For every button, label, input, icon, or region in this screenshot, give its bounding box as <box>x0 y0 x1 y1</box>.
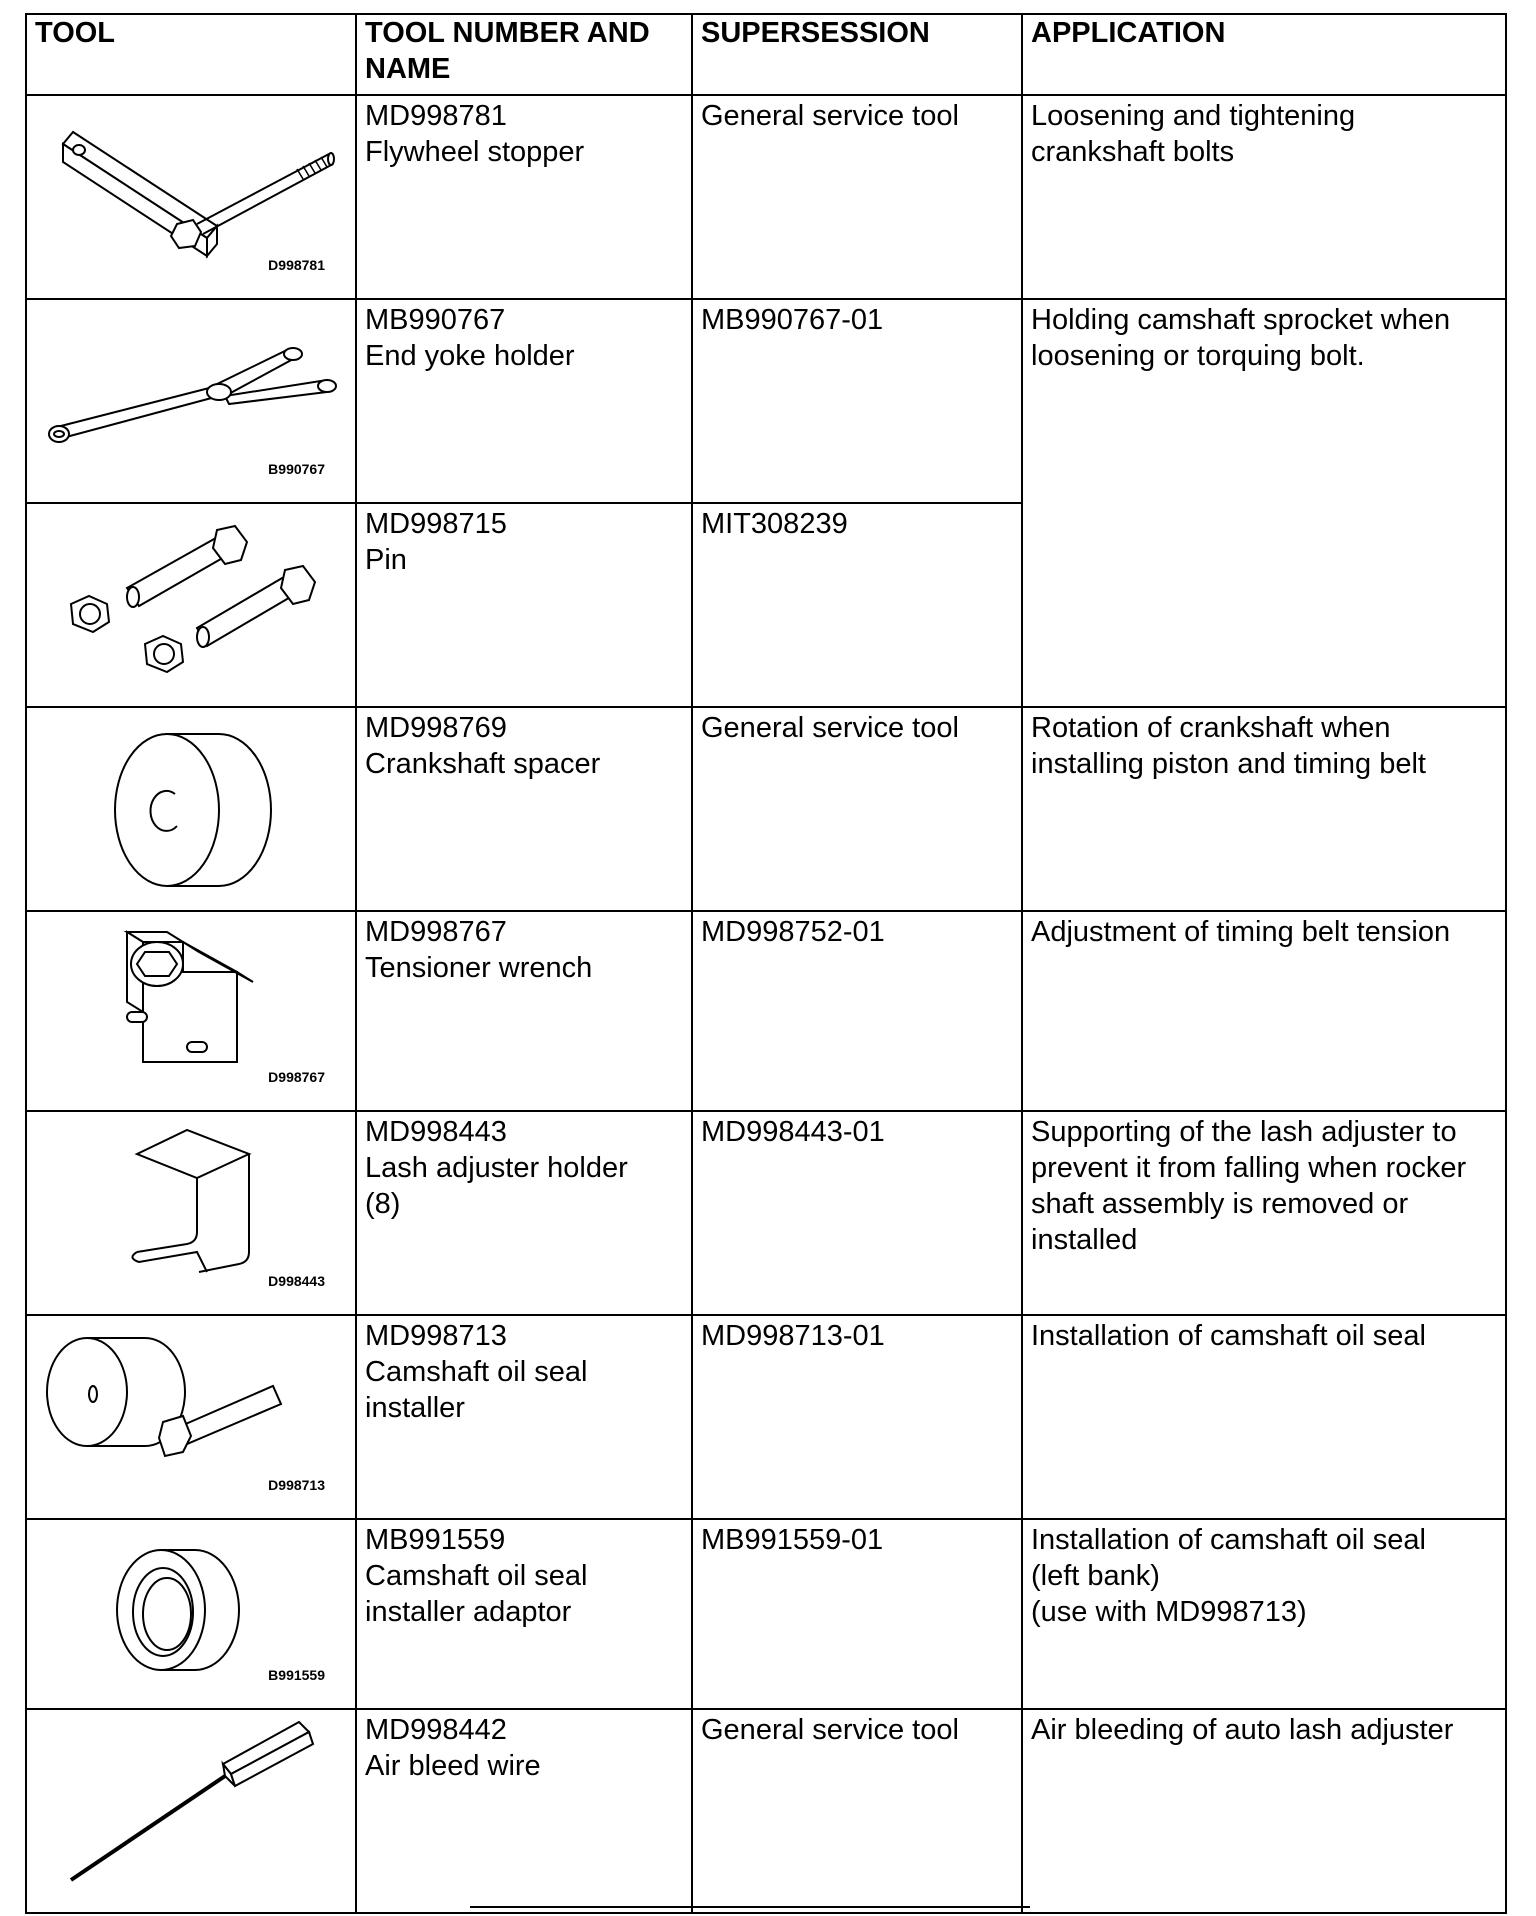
tool-name: Air bleed wire <box>365 1750 541 1782</box>
supersession-cell: General service tool <box>692 707 1022 911</box>
tool-number: MD998781 <box>365 100 507 132</box>
tool-name: (8) <box>365 1188 401 1220</box>
tool-caption: B990767 <box>268 461 325 477</box>
tool-number: MB990767 <box>365 304 506 336</box>
tool-illustration-cell <box>26 707 356 911</box>
crankshaft-spacer-illustration <box>27 708 356 911</box>
application-line: crankshaft bolts <box>1031 136 1235 168</box>
supersession-cell: MD998443-01 <box>692 1111 1022 1315</box>
application-line: installing piston and timing belt <box>1031 748 1426 780</box>
pin-illustration <box>27 504 356 707</box>
supersession-cell: MD998752-01 <box>692 911 1022 1111</box>
table-row <box>26 1111 1506 1315</box>
tool-name: Flywheel stopper <box>365 136 585 168</box>
table-row <box>26 1519 1506 1709</box>
tool-name: Crankshaft spacer <box>365 748 601 780</box>
supersession-cell: MB990767-01 <box>692 299 1022 503</box>
supersession-cell: General service tool <box>692 1709 1022 1913</box>
application-cell <box>1022 1709 1506 1913</box>
table-row <box>26 1709 1506 1913</box>
tool-number-cell <box>356 503 692 707</box>
tool-illustration-cell <box>26 503 356 707</box>
tool-number: MD998713 <box>365 1320 507 1352</box>
table-row <box>26 911 1506 1111</box>
supersession-cell: MIT308239 <box>692 503 1022 707</box>
tool-number: MB991559 <box>365 1524 506 1556</box>
footer-rule <box>470 1906 1030 1908</box>
application-line: Loosening and tightening <box>1031 100 1356 132</box>
tool-caption: D998767 <box>268 1069 325 1085</box>
tool-name: Tensioner wrench <box>365 952 593 984</box>
tool-number: MD998442 <box>365 1714 507 1746</box>
table-row <box>26 707 1506 911</box>
application-cell <box>1022 95 1506 299</box>
application-line: Rotation of crankshaft when <box>1031 712 1391 744</box>
tool-number: MD998769 <box>365 712 507 744</box>
header-tool: TOOL <box>26 14 356 95</box>
supersession-cell: MD998713-01 <box>692 1315 1022 1519</box>
air-bleed-wire-illustration <box>27 1710 356 1913</box>
application-line: Installation of camshaft oil seal <box>1031 1320 1426 1352</box>
application-cell <box>1022 1315 1506 1519</box>
table-row <box>26 299 1506 503</box>
tool-name: Camshaft oil seal <box>365 1560 588 1592</box>
application-line: (use with MD998713) <box>1031 1596 1307 1628</box>
tool-name: Lash adjuster holder <box>365 1152 628 1184</box>
tool-illustration-cell <box>26 1315 356 1519</box>
tool-name: End yoke holder <box>365 340 575 372</box>
tool-name: Camshaft oil seal <box>365 1356 588 1388</box>
tool-caption: D998443 <box>268 1273 325 1289</box>
tool-caption: D998713 <box>268 1477 325 1493</box>
application-line: Air bleeding of auto lash adjuster <box>1031 1714 1454 1746</box>
table-row <box>26 95 1506 299</box>
application-line: Holding camshaft sprocket when <box>1031 304 1451 336</box>
application-cell <box>1022 707 1506 911</box>
application-line: shaft assembly is removed or <box>1031 1188 1409 1220</box>
tool-number: MD998767 <box>365 916 507 948</box>
tool-number-cell <box>356 1315 692 1519</box>
application-line: loosening or torquing bolt. <box>1031 340 1365 372</box>
tool-number-cell <box>356 95 692 299</box>
tool-illustration-cell <box>26 1519 356 1709</box>
table-row <box>26 1315 1506 1519</box>
tool-caption: D998781 <box>268 257 325 273</box>
header-supersession: SUPERSESSION <box>692 14 1022 95</box>
tool-number: MD998443 <box>365 1116 507 1148</box>
application-cell <box>1022 299 1506 707</box>
tool-number-cell <box>356 911 692 1111</box>
tool-number-cell <box>356 1519 692 1709</box>
tool-number-cell <box>356 707 692 911</box>
header-tool-number-text: TOOL NUMBER AND NAME <box>365 17 650 85</box>
tool-caption: B991559 <box>268 1667 325 1683</box>
application-cell <box>1022 911 1506 1111</box>
application-line: Supporting of the lash adjuster to <box>1031 1116 1457 1148</box>
application-cell <box>1022 1519 1506 1709</box>
tool-number-cell <box>356 1111 692 1315</box>
special-tools-page <box>25 13 1505 1914</box>
table-header-row <box>26 14 1506 95</box>
tool-name: installer adaptor <box>365 1596 572 1628</box>
tool-number: MD998715 <box>365 508 507 540</box>
application-cell <box>1022 1111 1506 1315</box>
application-line: (left bank) <box>1031 1560 1160 1592</box>
application-line: installed <box>1031 1224 1138 1256</box>
supersession-cell: MB991559-01 <box>692 1519 1022 1709</box>
tool-name: Pin <box>365 544 407 576</box>
tool-illustration-cell <box>26 95 356 299</box>
application-line: Installation of camshaft oil seal <box>1031 1524 1426 1556</box>
tool-number-cell <box>356 299 692 503</box>
tool-name: installer <box>365 1392 465 1424</box>
header-tool-number <box>356 14 692 95</box>
tool-illustration-cell <box>26 299 356 503</box>
application-line: Adjustment of timing belt tension <box>1031 916 1451 948</box>
tool-illustration-cell <box>26 1111 356 1315</box>
tool-illustration-cell <box>26 911 356 1111</box>
application-line: prevent it from falling when rocker <box>1031 1152 1467 1184</box>
special-tools-table <box>25 13 1507 1914</box>
supersession-cell: General service tool <box>692 95 1022 299</box>
tool-illustration-cell <box>26 1709 356 1913</box>
tool-number-cell <box>356 1709 692 1913</box>
header-application: APPLICATION <box>1022 14 1506 95</box>
